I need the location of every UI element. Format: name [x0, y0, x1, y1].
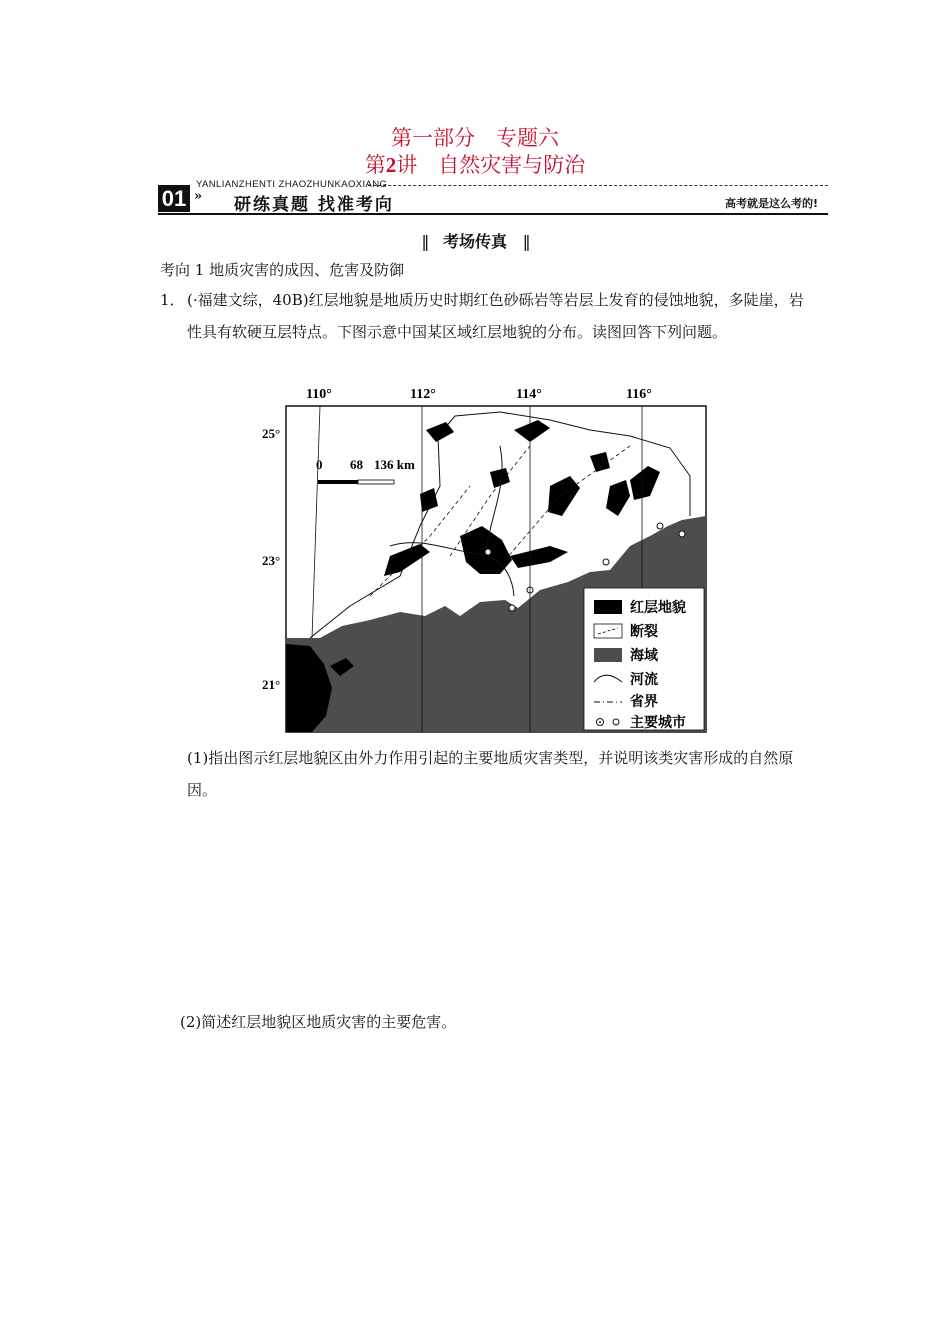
section-title	[0, 229, 950, 252]
sub-question-1: (1)指出图示红层地貌区由外力作用引起的主要地质灾害类型，并说明该类灾害形成的自然原因。	[187, 749, 794, 799]
city-marker	[679, 531, 685, 537]
section-banner	[158, 179, 828, 217]
lecture-number: 2	[385, 153, 397, 177]
chevron-right-icon: »	[194, 189, 203, 204]
legend-swatch-sea	[594, 648, 622, 662]
scale-bar-white	[358, 480, 394, 484]
legend-swatch-red-layer	[594, 600, 622, 614]
scale-end: 136 km	[374, 457, 415, 472]
topic-heading: 考向 1 地质灾害的成因、危害及防御	[160, 261, 405, 279]
scale-mid: 68	[350, 457, 363, 472]
lon-label: 114°	[516, 387, 542, 402]
section-bar-right: ‖	[522, 232, 529, 251]
lon-label: 116°	[626, 387, 652, 402]
legend-label: 红层地貌	[630, 601, 686, 616]
banner-number-badge: 01	[158, 185, 190, 212]
red-layer-map	[250, 376, 710, 736]
title-prefix: 第	[364, 153, 386, 177]
scale-zero: 0	[316, 457, 323, 472]
section-bar-left: ‖	[421, 232, 428, 251]
legend-label: 省界	[630, 695, 658, 710]
lat-label: 21°	[262, 677, 281, 692]
city-marker	[657, 523, 663, 529]
banner-rule	[158, 213, 828, 215]
lat-label: 23°	[262, 553, 281, 568]
page-title-lecture	[0, 149, 950, 179]
city-icon-dot	[599, 721, 601, 723]
banner-dashed-line	[368, 185, 828, 186]
city-icon	[613, 719, 619, 725]
city-marker	[509, 605, 515, 611]
banner-heading: 研练真题 找准考向	[234, 195, 394, 215]
lat-label: 25°	[262, 426, 281, 441]
scale-bar-black	[318, 480, 358, 484]
legend-label: 河流	[630, 673, 658, 688]
city-marker	[485, 549, 491, 555]
banner-tagline: 高考就是这么考的!	[724, 197, 818, 210]
legend-label: 断裂	[630, 625, 658, 640]
page-title-part: 第一部分 专题六	[391, 126, 559, 150]
title-suffix: 讲 自然灾害与防治	[396, 153, 586, 177]
lon-label: 112°	[410, 387, 436, 402]
legend-label: 海域	[630, 649, 658, 664]
question-number: 1．	[160, 291, 185, 309]
section-title-text: 考场传真	[442, 232, 507, 251]
lon-label: 110°	[306, 387, 332, 402]
legend-label: 主要城市	[630, 716, 686, 731]
sub-question-2: (2)简述红层地貌区地质灾害的主要危害。	[180, 1013, 457, 1031]
question-text: (·福建文综，40B)红层地貌是地质历史时期红色砂砾岩等岩层上发育的侵蚀地貌，多陡崖，岩性具有软硬互层特点。下图示意中国某区域红层地貌的分布。读图回答下列问题。	[187, 291, 804, 341]
city-marker	[603, 559, 609, 565]
banner-pinyin: YANLIANZHENTI ZHAOZHUNKAOXIANG	[196, 179, 388, 190]
